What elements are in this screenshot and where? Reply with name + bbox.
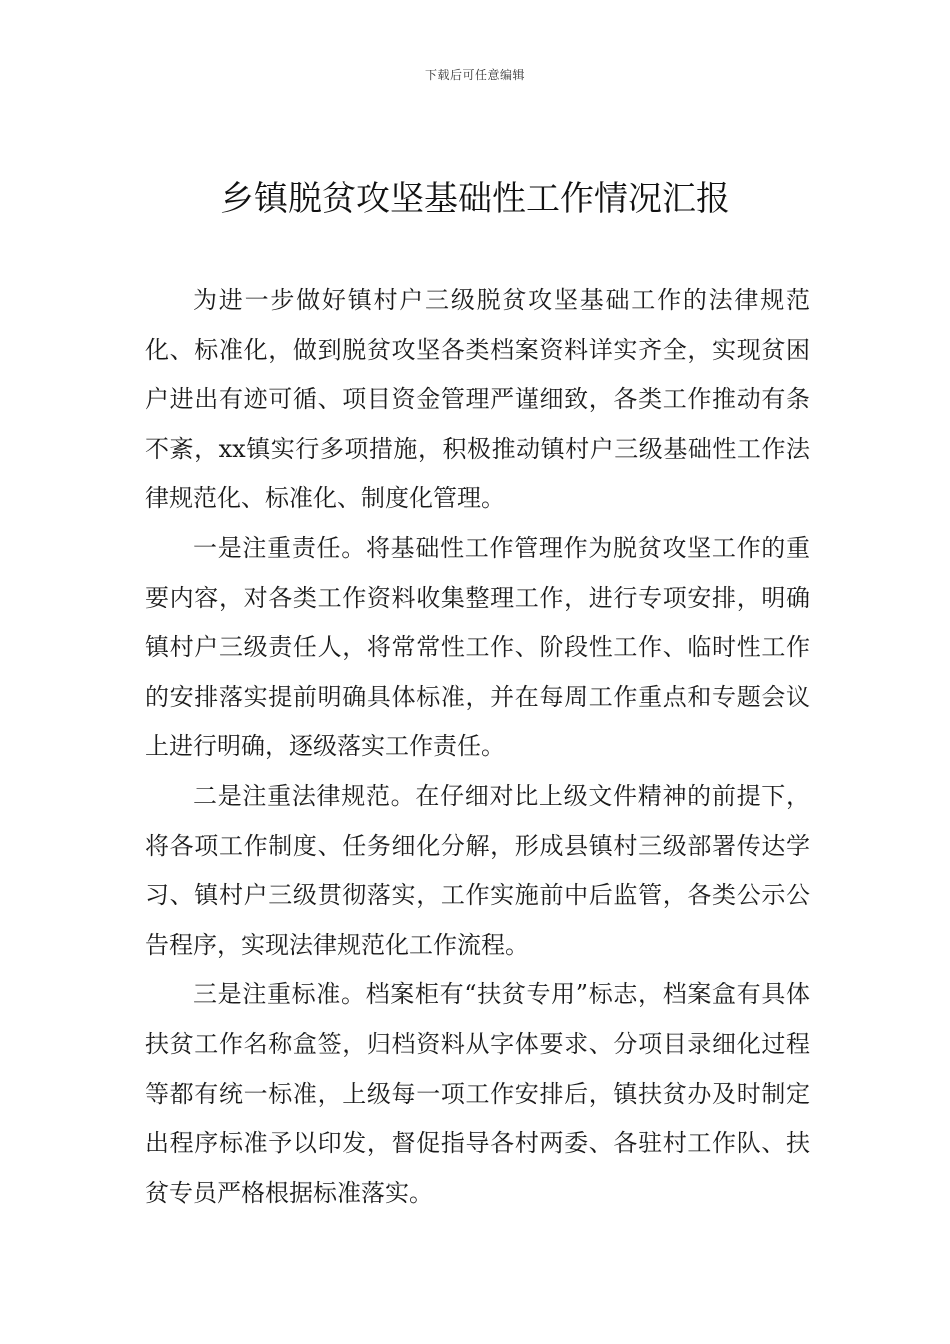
intro-paragraph: 为进一步做好镇村户三级脱贫攻坚基础工作的法律规范化、标准化，做到脱贫攻坚各类档案资料详实齐全，实现贫困户进出有迹可循、项目资金管理严谨细致，各类工作推动有条不紊，xx镇实行多项措施，积极推动镇村户三级基础性工作法律规范化、标准化、制度化管理。 — [145, 286, 810, 513]
standards-paragraph: 三是注重标准。档案柜有“扶贫专用”标志，档案盒有具体扶贫工作名称盒签，归档资料从字体要求、分项目录细化过程等都有统一标准，上级每一项工作安排后，镇扶贫办及时制定出程序标准予以印发，督促指导各村两委、各驻村工作队、扶贫专员严格根据标准落实。 — [145, 980, 810, 1207]
document-body — [145, 276, 810, 1218]
document-title: 乡镇脱贫攻坚基础性工作情况汇报 — [220, 179, 730, 219]
header-note: 下载后可任意编辑 — [424, 68, 525, 82]
legal-norms-paragraph: 二是注重法律规范。在仔细对比上级文件精神的前提下，将各项工作制度、任务细化分解，形成县镇村三级部署传达学习、镇村户三级贯彻落实，工作实施前中后监管，各类公示公告程序，实现法律规范化工作流程。 — [145, 781, 810, 959]
responsibility-paragraph: 一是注重责任。将基础性工作管理作为脱贫攻坚工作的重要内容，对各类工作资料收集整理工作，进行专项安排，明确镇村户三级责任人，将常常性工作、阶段性工作、临时性工作的安排落实提前明确具体标准，并在每周工作重点和专题会议上进行明确，逐级落实工作责任。 — [145, 533, 810, 761]
